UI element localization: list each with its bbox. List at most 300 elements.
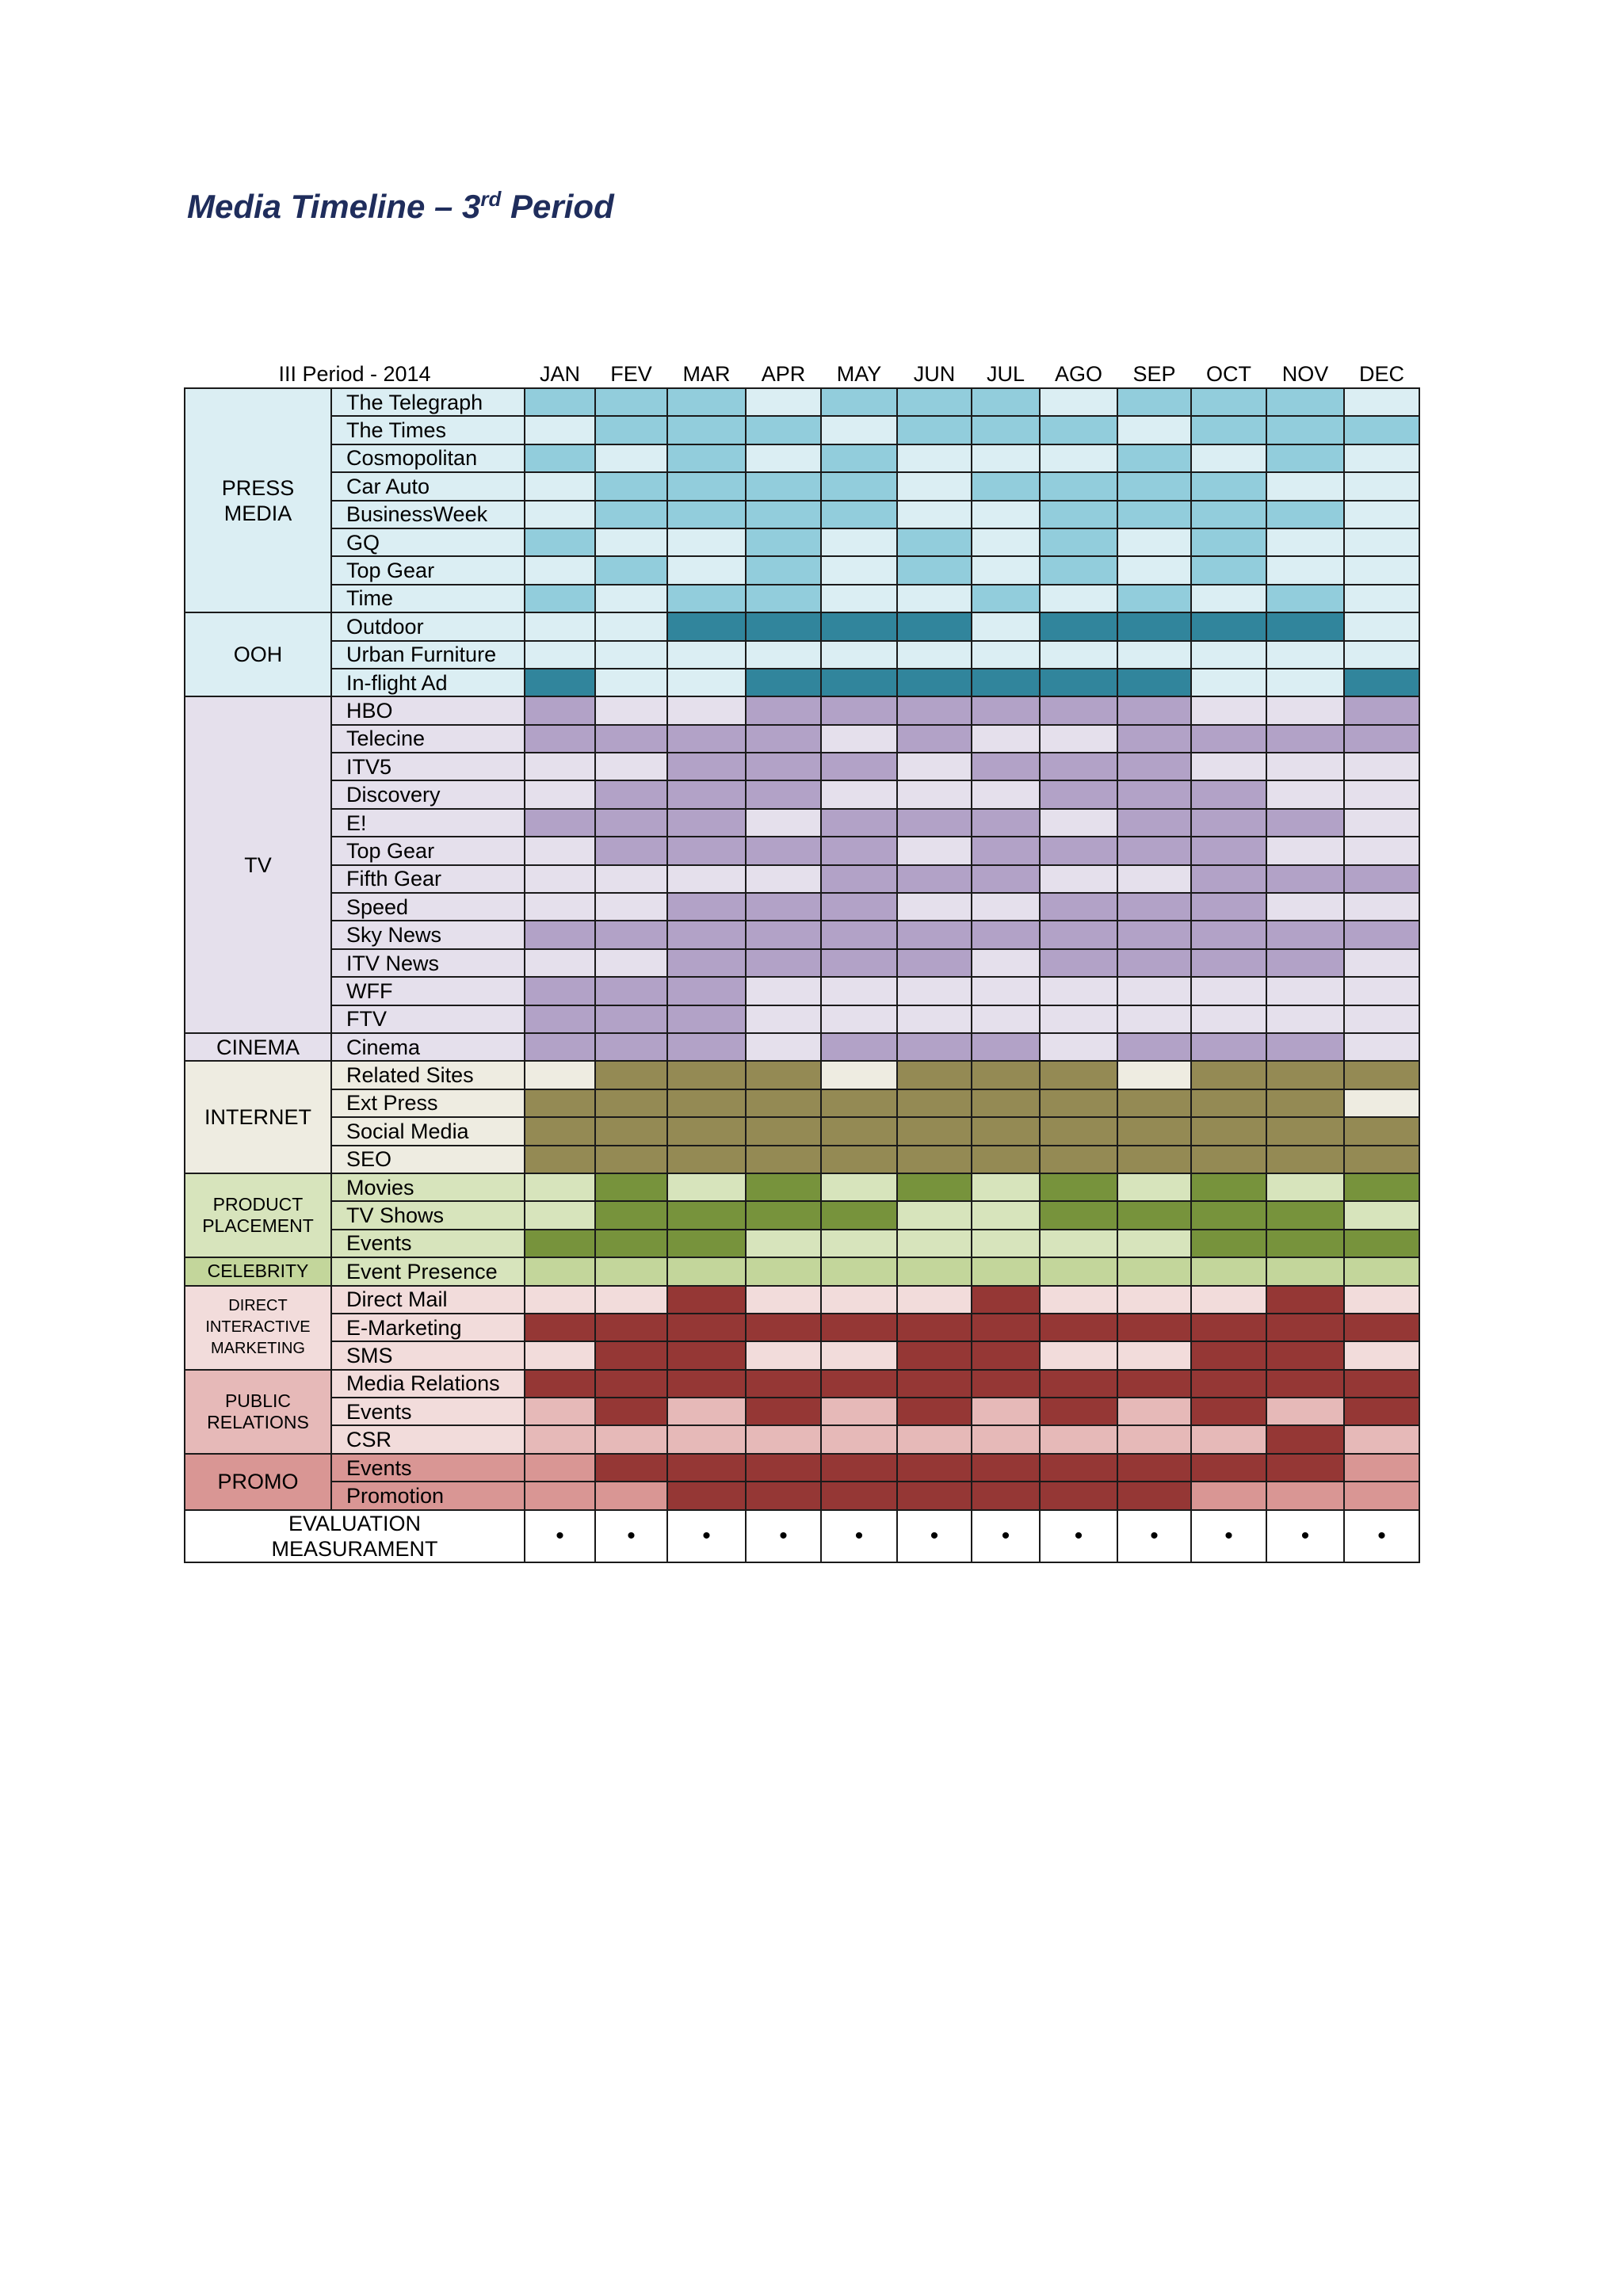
- schedule-cell: [525, 612, 595, 640]
- schedule-cell: [667, 1005, 746, 1033]
- media-item-label: Cosmopolitan: [331, 444, 525, 472]
- schedule-cell: [821, 780, 897, 808]
- month-header: AGO: [1054, 362, 1102, 386]
- schedule-cell: [595, 1005, 667, 1033]
- schedule-cell: [1117, 1341, 1191, 1369]
- schedule-cell: [897, 1257, 972, 1285]
- schedule-cell: [897, 1454, 972, 1482]
- schedule-cell: [897, 444, 972, 472]
- schedule-cell: [972, 1341, 1040, 1369]
- schedule-cell: [1266, 444, 1344, 472]
- table-row: [185, 865, 1419, 893]
- schedule-cell: [821, 1201, 897, 1229]
- media-item-label: Urban Furniture: [331, 641, 525, 669]
- schedule-cell: [1266, 696, 1344, 724]
- schedule-cell: [1040, 556, 1117, 584]
- schedule-cell: [821, 1425, 897, 1453]
- schedule-cell: [667, 556, 746, 584]
- table-row: [185, 612, 1419, 640]
- media-item-label: WFF: [331, 977, 525, 1005]
- schedule-cell: [972, 528, 1040, 556]
- schedule-cell: [1040, 893, 1117, 921]
- schedule-cell: [525, 416, 595, 444]
- schedule-cell: [595, 725, 667, 753]
- schedule-cell: [667, 1201, 746, 1229]
- schedule-cell: [525, 1286, 595, 1314]
- schedule-cell: [667, 585, 746, 612]
- schedule-cell: [1117, 837, 1191, 864]
- table-row: [185, 1173, 1419, 1201]
- evaluation-marker: •: [595, 1510, 667, 1562]
- schedule-cell: [972, 1173, 1040, 1201]
- schedule-cell: [746, 416, 821, 444]
- schedule-cell: [972, 949, 1040, 977]
- schedule-cell: [1344, 1286, 1419, 1314]
- schedule-cell: [1344, 696, 1419, 724]
- schedule-cell: [897, 1286, 972, 1314]
- schedule-cell: [525, 1173, 595, 1201]
- schedule-cell: [1266, 501, 1344, 528]
- schedule-cell: [972, 725, 1040, 753]
- month-header: NOV: [1281, 362, 1329, 386]
- table-row: [185, 1117, 1419, 1145]
- table-row: [185, 1146, 1419, 1173]
- schedule-cell: [746, 1341, 821, 1369]
- schedule-cell: [1040, 1061, 1117, 1089]
- schedule-cell: [897, 501, 972, 528]
- schedule-cell: [1117, 1398, 1191, 1425]
- schedule-cell: [667, 1257, 746, 1285]
- schedule-cell: [595, 753, 667, 780]
- schedule-cell: [525, 780, 595, 808]
- schedule-cell: [525, 669, 595, 696]
- schedule-cell: [1266, 1117, 1344, 1145]
- schedule-cell: [1344, 753, 1419, 780]
- schedule-cell: [595, 585, 667, 612]
- schedule-cell: [746, 837, 821, 864]
- media-item-label: ITV News: [331, 949, 525, 977]
- schedule-cell: [1117, 1482, 1191, 1509]
- schedule-cell: [1117, 1117, 1191, 1145]
- group-label: CELEBRITY: [185, 1257, 331, 1285]
- schedule-cell: [1344, 921, 1419, 948]
- schedule-cell: [1040, 1201, 1117, 1229]
- table-row: [185, 1257, 1419, 1285]
- schedule-cell: [595, 1089, 667, 1117]
- schedule-cell: [1040, 1341, 1117, 1369]
- schedule-cell: [525, 865, 595, 893]
- schedule-cell: [897, 612, 972, 640]
- schedule-cell: [1117, 1314, 1191, 1341]
- schedule-cell: [1040, 1257, 1117, 1285]
- media-item-label: FTV: [331, 1005, 525, 1033]
- month-header: JUN: [913, 362, 956, 386]
- schedule-cell: [1040, 780, 1117, 808]
- schedule-cell: [746, 1173, 821, 1201]
- schedule-cell: [1266, 1033, 1344, 1061]
- schedule-cell: [746, 388, 821, 416]
- schedule-cell: [595, 528, 667, 556]
- schedule-cell: [1117, 1033, 1191, 1061]
- schedule-cell: [1266, 1257, 1344, 1285]
- schedule-cell: [595, 1173, 667, 1201]
- schedule-cell: [1344, 416, 1419, 444]
- schedule-cell: [525, 1425, 595, 1453]
- schedule-cell: [595, 837, 667, 864]
- evaluation-marker: •: [667, 1510, 746, 1562]
- schedule-cell: [595, 949, 667, 977]
- schedule-cell: [525, 501, 595, 528]
- schedule-cell: [1344, 1061, 1419, 1089]
- media-item-label: Top Gear: [331, 837, 525, 864]
- schedule-cell: [746, 809, 821, 837]
- table-row: [185, 669, 1419, 696]
- schedule-cell: [897, 669, 972, 696]
- schedule-cell: [1344, 1005, 1419, 1033]
- schedule-cell: [1117, 1454, 1191, 1482]
- schedule-cell: [1191, 669, 1266, 696]
- schedule-cell: [1191, 1033, 1266, 1061]
- schedule-cell: [1191, 501, 1266, 528]
- schedule-cell: [667, 1230, 746, 1257]
- schedule-cell: [595, 1230, 667, 1257]
- schedule-cell: [1344, 837, 1419, 864]
- media-item-label: Events: [331, 1398, 525, 1425]
- schedule-cell: [972, 1257, 1040, 1285]
- schedule-cell: [1191, 472, 1266, 500]
- schedule-cell: [972, 837, 1040, 864]
- schedule-cell: [972, 809, 1040, 837]
- media-item-label: Telecine: [331, 725, 525, 753]
- schedule-cell: [897, 1061, 972, 1089]
- schedule-cell: [746, 1425, 821, 1453]
- title-superscript: rd: [480, 187, 502, 211]
- schedule-cell: [821, 1230, 897, 1257]
- schedule-cell: [821, 1146, 897, 1173]
- table-row: [185, 528, 1419, 556]
- schedule-cell: [1344, 501, 1419, 528]
- schedule-cell: [667, 809, 746, 837]
- schedule-cell: [1117, 809, 1191, 837]
- schedule-cell: [1266, 1425, 1344, 1453]
- schedule-cell: [972, 1089, 1040, 1117]
- schedule-cell: [1191, 612, 1266, 640]
- schedule-cell: [972, 1117, 1040, 1145]
- schedule-cell: [1117, 753, 1191, 780]
- group-label: CINEMA: [185, 1033, 331, 1061]
- schedule-cell: [972, 1398, 1040, 1425]
- schedule-cell: [595, 696, 667, 724]
- schedule-cell: [1040, 809, 1117, 837]
- schedule-cell: [1344, 1425, 1419, 1453]
- schedule-cell: [525, 1061, 595, 1089]
- schedule-cell: [972, 1146, 1040, 1173]
- schedule-cell: [972, 612, 1040, 640]
- schedule-cell: [595, 1286, 667, 1314]
- evaluation-marker: •: [1040, 1510, 1117, 1562]
- schedule-cell: [746, 1454, 821, 1482]
- schedule-cell: [1191, 977, 1266, 1005]
- schedule-cell: [667, 388, 746, 416]
- schedule-cell: [1191, 1230, 1266, 1257]
- table-row: [185, 1286, 1419, 1314]
- schedule-cell: [1344, 865, 1419, 893]
- schedule-cell: [1040, 501, 1117, 528]
- schedule-cell: [525, 1089, 595, 1117]
- schedule-cell: [1344, 780, 1419, 808]
- schedule-cell: [1344, 1117, 1419, 1145]
- schedule-cell: [897, 1201, 972, 1229]
- media-item-label: HBO: [331, 696, 525, 724]
- schedule-cell: [972, 780, 1040, 808]
- table-row: [185, 1398, 1419, 1425]
- evaluation-marker: •: [1117, 1510, 1191, 1562]
- schedule-cell: [1344, 977, 1419, 1005]
- schedule-cell: [667, 1341, 746, 1369]
- schedule-cell: [525, 444, 595, 472]
- schedule-cell: [595, 1314, 667, 1341]
- table-row: [185, 837, 1419, 864]
- table-row: [185, 501, 1419, 528]
- schedule-cell: [1344, 556, 1419, 584]
- table-row: [185, 444, 1419, 472]
- media-item-label: Sky News: [331, 921, 525, 948]
- schedule-cell: [821, 1005, 897, 1033]
- schedule-cell: [1117, 725, 1191, 753]
- schedule-cell: [821, 1061, 897, 1089]
- schedule-cell: [1191, 444, 1266, 472]
- schedule-cell: [1266, 528, 1344, 556]
- schedule-cell: [525, 528, 595, 556]
- media-item-label: The Times: [331, 416, 525, 444]
- schedule-cell: [525, 837, 595, 864]
- schedule-cell: [1266, 753, 1344, 780]
- schedule-cell: [746, 921, 821, 948]
- schedule-cell: [746, 893, 821, 921]
- month-header: MAR: [682, 362, 731, 386]
- schedule-cell: [525, 1033, 595, 1061]
- schedule-cell: [1266, 1089, 1344, 1117]
- schedule-cell: [595, 1425, 667, 1453]
- schedule-cell: [746, 472, 821, 500]
- media-item-label: SMS: [331, 1341, 525, 1369]
- media-item-label: Outdoor: [331, 612, 525, 640]
- schedule-cell: [821, 1398, 897, 1425]
- schedule-cell: [972, 501, 1040, 528]
- table-row: [185, 1230, 1419, 1257]
- schedule-cell: [972, 556, 1040, 584]
- schedule-cell: [525, 1257, 595, 1285]
- schedule-cell: [1191, 1425, 1266, 1453]
- schedule-cell: [667, 893, 746, 921]
- month-header: MAY: [836, 362, 882, 386]
- schedule-cell: [746, 528, 821, 556]
- schedule-cell: [1040, 1146, 1117, 1173]
- schedule-cell: [1191, 1173, 1266, 1201]
- schedule-cell: [1266, 669, 1344, 696]
- schedule-cell: [821, 725, 897, 753]
- schedule-cell: [1344, 1201, 1419, 1229]
- schedule-cell: [595, 780, 667, 808]
- media-item-label: Events: [331, 1230, 525, 1257]
- schedule-cell: [1191, 1482, 1266, 1509]
- schedule-cell: [1344, 1370, 1419, 1398]
- schedule-cell: [897, 780, 972, 808]
- schedule-cell: [897, 725, 972, 753]
- schedule-cell: [595, 1454, 667, 1482]
- schedule-cell: [595, 388, 667, 416]
- schedule-cell: [1040, 725, 1117, 753]
- media-item-label: Ext Press: [331, 1089, 525, 1117]
- schedule-cell: [1344, 612, 1419, 640]
- schedule-cell: [1117, 1061, 1191, 1089]
- schedule-cell: [1040, 865, 1117, 893]
- schedule-cell: [1266, 865, 1344, 893]
- schedule-cell: [746, 556, 821, 584]
- schedule-cell: [595, 1061, 667, 1089]
- schedule-cell: [1117, 1201, 1191, 1229]
- schedule-cell: [1344, 1173, 1419, 1201]
- media-item-label: Cinema: [331, 1033, 525, 1061]
- schedule-cell: [746, 1257, 821, 1285]
- media-item-label: Events: [331, 1454, 525, 1482]
- schedule-cell: [746, 1061, 821, 1089]
- schedule-cell: [897, 809, 972, 837]
- schedule-cell: [1040, 1454, 1117, 1482]
- schedule-cell: [595, 865, 667, 893]
- schedule-cell: [667, 641, 746, 669]
- schedule-cell: [1191, 837, 1266, 864]
- schedule-cell: [1117, 1425, 1191, 1453]
- schedule-cell: [897, 1146, 972, 1173]
- schedule-cell: [1344, 1398, 1419, 1425]
- schedule-cell: [1191, 921, 1266, 948]
- media-item-label: The Telegraph: [331, 388, 525, 416]
- schedule-cell: [972, 1425, 1040, 1453]
- schedule-cell: [1117, 949, 1191, 977]
- schedule-cell: [1040, 641, 1117, 669]
- schedule-cell: [1117, 977, 1191, 1005]
- schedule-cell: [595, 809, 667, 837]
- month-header: FEV: [610, 362, 652, 386]
- table-row: [185, 1341, 1419, 1369]
- media-item-label: Promotion: [331, 1482, 525, 1509]
- media-timeline-table: [184, 358, 1420, 1563]
- schedule-cell: [1117, 1089, 1191, 1117]
- month-header: APR: [761, 362, 806, 386]
- table-row: [185, 809, 1419, 837]
- title-main: Media Timeline – 3: [187, 188, 481, 225]
- schedule-cell: [595, 1341, 667, 1369]
- schedule-cell: [1117, 1230, 1191, 1257]
- table-row: [185, 1454, 1419, 1482]
- schedule-cell: [746, 725, 821, 753]
- schedule-cell: [667, 696, 746, 724]
- schedule-cell: [1040, 612, 1117, 640]
- schedule-cell: [1040, 1314, 1117, 1341]
- schedule-cell: [821, 472, 897, 500]
- schedule-cell: [1266, 1173, 1344, 1201]
- schedule-cell: [972, 1061, 1040, 1089]
- schedule-cell: [1040, 1089, 1117, 1117]
- schedule-cell: [525, 1117, 595, 1145]
- schedule-cell: [667, 753, 746, 780]
- table-row: [185, 388, 1419, 416]
- schedule-cell: [821, 1370, 897, 1398]
- group-label: INTERNET: [185, 1061, 331, 1173]
- schedule-cell: [595, 444, 667, 472]
- table-row: [185, 1482, 1419, 1509]
- schedule-cell: [1040, 1425, 1117, 1453]
- schedule-cell: [1117, 893, 1191, 921]
- schedule-cell: [746, 641, 821, 669]
- schedule-cell: [1191, 865, 1266, 893]
- schedule-cell: [821, 696, 897, 724]
- schedule-cell: [746, 865, 821, 893]
- schedule-cell: [667, 472, 746, 500]
- schedule-cell: [821, 977, 897, 1005]
- schedule-cell: [1266, 1230, 1344, 1257]
- schedule-cell: [821, 1286, 897, 1314]
- header-row: [185, 358, 1419, 388]
- schedule-cell: [972, 921, 1040, 948]
- schedule-cell: [1040, 1398, 1117, 1425]
- schedule-cell: [525, 1370, 595, 1398]
- schedule-cell: [1191, 1314, 1266, 1341]
- schedule-cell: [525, 1201, 595, 1229]
- schedule-cell: [897, 1117, 972, 1145]
- schedule-cell: [595, 1482, 667, 1509]
- group-label: DIRECT INTERACTIVE MARKETING: [185, 1286, 331, 1370]
- schedule-cell: [1191, 1370, 1266, 1398]
- schedule-cell: [897, 1230, 972, 1257]
- evaluation-marker: •: [821, 1510, 897, 1562]
- schedule-cell: [1266, 1454, 1344, 1482]
- schedule-cell: [1117, 585, 1191, 612]
- schedule-cell: [1040, 1230, 1117, 1257]
- media-item-label: E-Marketing: [331, 1314, 525, 1341]
- schedule-cell: [746, 669, 821, 696]
- schedule-cell: [1266, 585, 1344, 612]
- schedule-cell: [1191, 809, 1266, 837]
- schedule-cell: [1344, 725, 1419, 753]
- table-row: [185, 921, 1419, 948]
- media-item-label: Direct Mail: [331, 1286, 525, 1314]
- media-item-label: SEO: [331, 1146, 525, 1173]
- schedule-cell: [1344, 1230, 1419, 1257]
- schedule-cell: [1344, 1146, 1419, 1173]
- schedule-cell: [595, 556, 667, 584]
- schedule-cell: [746, 949, 821, 977]
- schedule-cell: [595, 1370, 667, 1398]
- schedule-cell: [1040, 444, 1117, 472]
- schedule-cell: [972, 444, 1040, 472]
- schedule-cell: [746, 1230, 821, 1257]
- schedule-cell: [746, 1005, 821, 1033]
- evaluation-row: [185, 1510, 1419, 1562]
- schedule-cell: [1117, 1257, 1191, 1285]
- schedule-cell: [972, 1230, 1040, 1257]
- schedule-cell: [821, 1089, 897, 1117]
- media-item-label: Time: [331, 585, 525, 612]
- group-label: TV: [185, 696, 331, 1033]
- schedule-cell: [1040, 949, 1117, 977]
- schedule-cell: [821, 612, 897, 640]
- schedule-cell: [1266, 1314, 1344, 1341]
- table-row: [185, 977, 1419, 1005]
- schedule-cell: [1191, 1117, 1266, 1145]
- schedule-cell: [972, 1454, 1040, 1482]
